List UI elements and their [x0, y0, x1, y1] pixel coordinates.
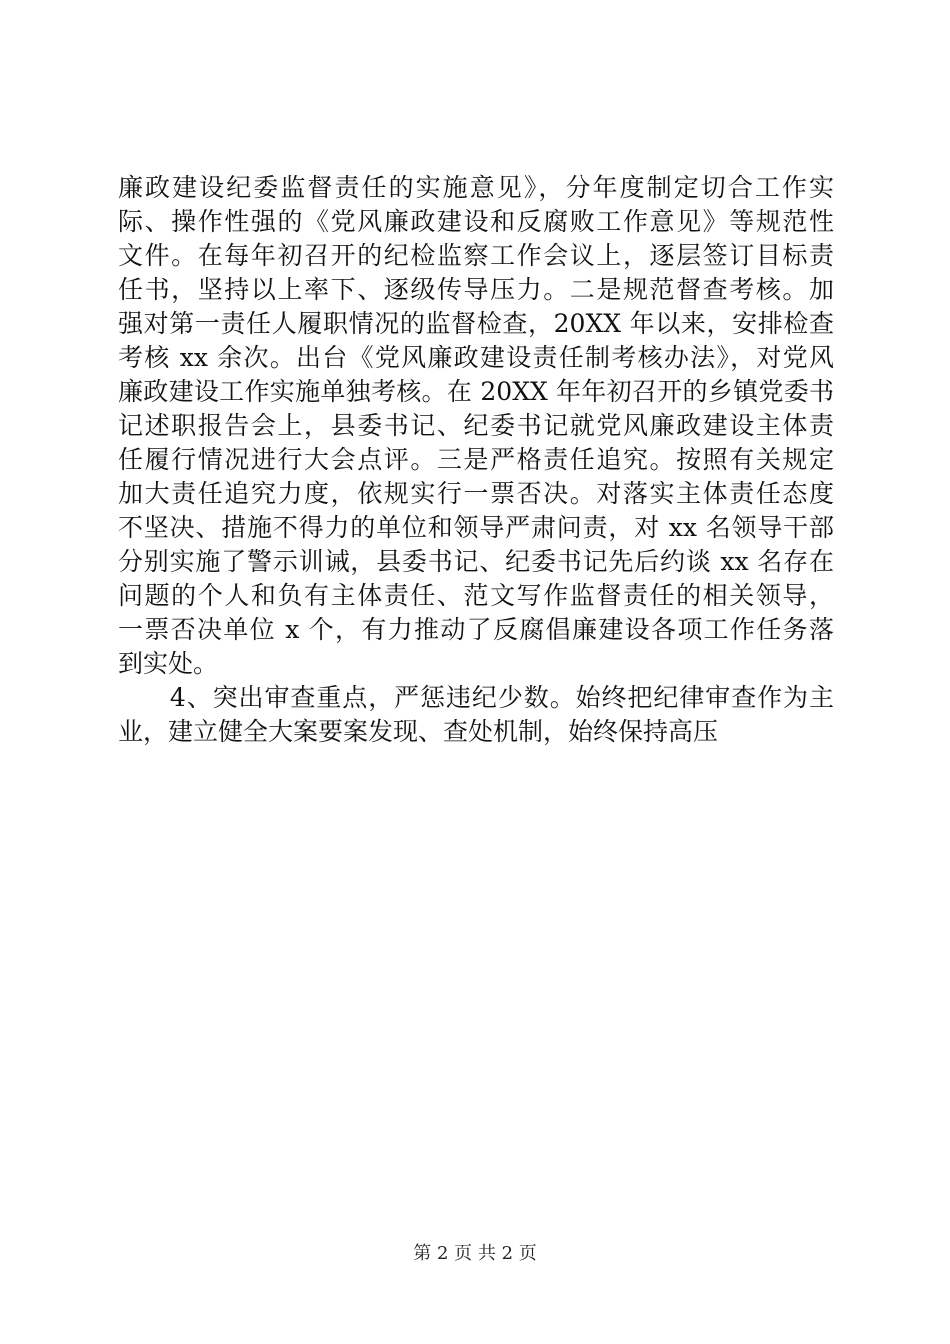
page-number-footer: 第 2 页 共 2 页	[413, 1243, 537, 1264]
text-line: 考核 xx 余次。出台《党风廉政建设责任制考核办法》，对党风	[118, 343, 834, 372]
text-line: 廉政建设工作实施单独考核。在 20XX 年年初召开的乡镇党委书	[118, 377, 834, 406]
text-line: 问题的个人和负有主体责任、范文写作监督责任的相关领导，	[118, 581, 834, 610]
document-body	[118, 171, 834, 749]
text-line: 任书，坚持以上率下、逐级传导压力。二是规范督查考核。加	[118, 275, 834, 304]
paragraph-end-line: 到实处。	[118, 649, 219, 678]
text-line: 一票否决单位 x 个，有力推动了反腐倡廉建设各项工作任务落	[118, 615, 834, 644]
text-line: 不坚决、措施不得力的单位和领导严肃问责，对 xx 名领导干部	[118, 513, 834, 542]
text-line: 廉政建设纪委监督责任的实施意见》，分年度制定切合工作实	[118, 173, 834, 202]
text-line: 际、操作性强的《党风廉政建设和反腐败工作意见》等规范性	[118, 207, 834, 236]
text-line: 强对第一责任人履职情况的监督检查，20XX 年以来，安排检查	[118, 309, 834, 338]
text-line: 记述职报告会上，县委书记、纪委书记就党风廉政建设主体责	[118, 411, 834, 440]
text-line: 加大责任追究力度，依规实行一票否决。对落实主体责任态度	[118, 479, 834, 508]
text-line: 业，建立健全大案要案发现、查处机制，始终保持高压	[118, 717, 719, 746]
text-line: 文件。在每年初召开的纪检监察工作会议上，逐层签订目标责	[118, 241, 834, 270]
text-line: 任履行情况进行大会点评。三是严格责任追究。按照有关规定	[118, 445, 834, 474]
text-line: 分别实施了警示训诫，县委书记、纪委书记先后约谈 xx 名存在	[118, 547, 834, 576]
paragraph-start-line: 4、突出审查重点，严惩违纪少数。始终把纪律审查作为主	[118, 683, 834, 712]
